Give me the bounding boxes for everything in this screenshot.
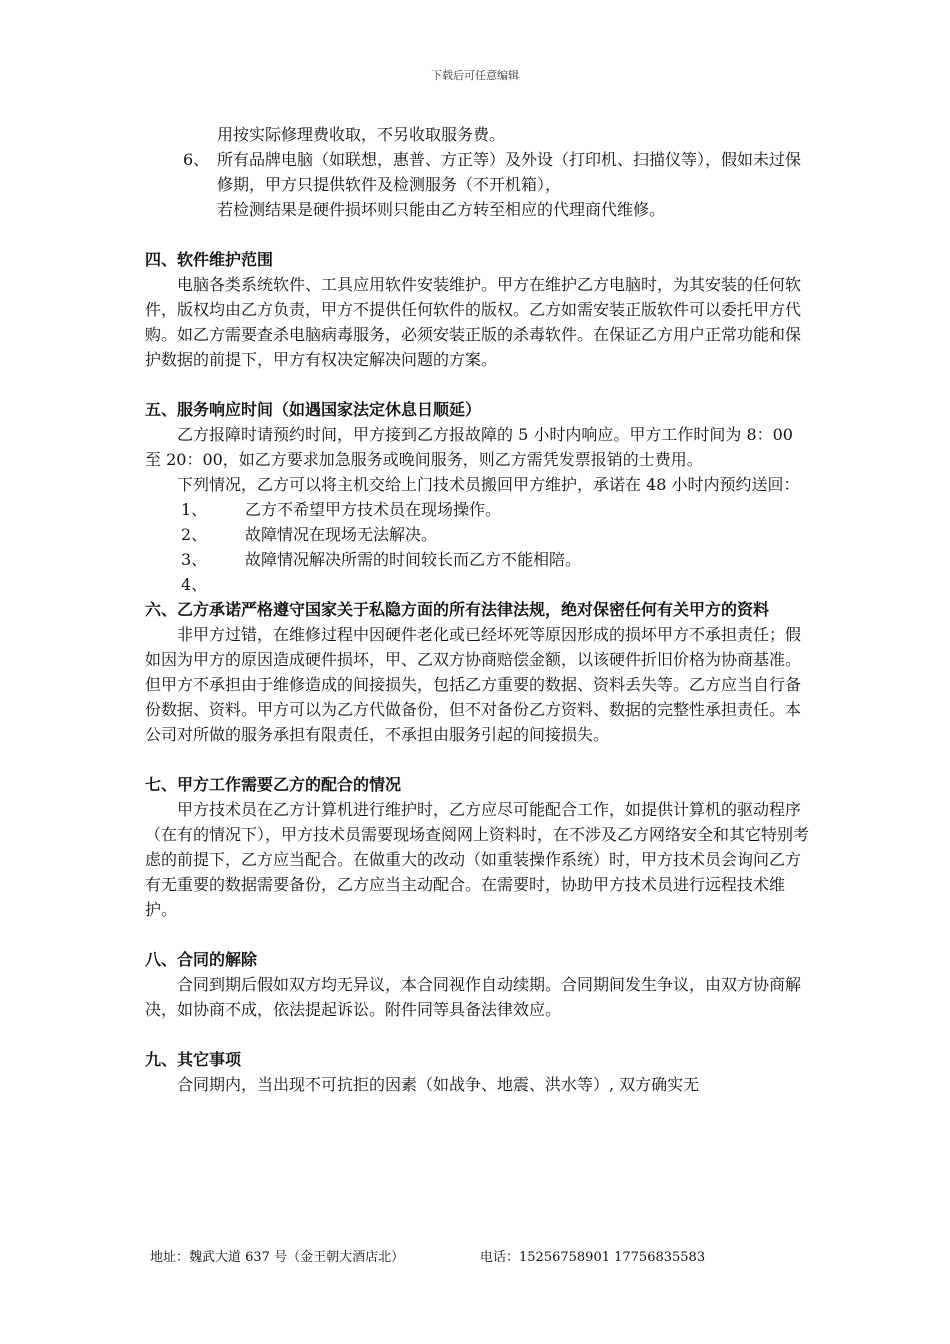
list-item	[145, 522, 810, 547]
section9-body: 合同期内，当出现不可抗拒的因素（如战争、地震、洪水等）, 双方确实无	[177, 1075, 700, 1094]
list-item-text: 故障情况解决所需的时间较长而乙方不能相陪。	[245, 550, 582, 569]
list-item-number: 1、	[181, 500, 208, 519]
list-item-6	[145, 147, 810, 197]
section7-heading: 七、甲方工作需要乙方的配合的情况	[145, 775, 402, 794]
document-body	[145, 122, 810, 1097]
list-item-number: 3、	[181, 550, 208, 569]
section5-heading: 五、服务响应时间（如遇国家法定休息日顺延）	[145, 400, 482, 419]
section5-list	[145, 497, 810, 597]
section8-heading: 八、合同的解除	[145, 950, 258, 969]
list-item	[145, 572, 810, 597]
section6-heading: 六、乙方承诺严格遵守国家关于私隐方面的所有法律法规，绝对保密任何有关甲方的资料	[145, 600, 770, 619]
list-item	[145, 547, 810, 572]
list-item-text: 所有品牌电脑（如联想，惠普、方正等）及外设（打印机、扫描仪等），假如未过保修期，甲方只提供软件及检测服务（不开机箱），	[217, 150, 802, 194]
footer-phone: 电话：15256758901 17756835583	[480, 1250, 706, 1265]
list-item-6-continuation: 若检测结果是硬件损坏则只能由乙方转至相应的代理商代维修。	[217, 200, 666, 219]
section3-continued-line: 用按实际修理费收取，不另收取服务费。	[217, 125, 506, 144]
list-item-text: 故障情况在现场无法解决。	[245, 525, 438, 544]
list-item-number: 6、	[183, 150, 210, 169]
section6-body: 非甲方过错，在维修过程中因硬件老化或已经坏死等原因形成的损坏甲方不承担责任；假如因为甲方的原因造成硬件损坏，甲、乙双方协商赔偿金额，以该硬件折旧价格为协商基准。但甲方不承担由于维修造成的间接损失，包括乙方重要的数据、资料丢失等。乙方应当自行备份数据、资料。甲方可以为乙方代做备份，但不对备份乙方资料、数据的完整性承担责任。本公司对所做的服务承担有限责任，不承担由服务引起的间接损失。	[145, 625, 802, 744]
page-header: 下载后可任意编辑	[431, 69, 519, 82]
section8-body: 合同到期后假如双方均无异议，本合同视作自动续期。合同期间发生争议，由双方协商解决，如协商不成，依法提起诉讼。附件同等具备法律效应。	[145, 975, 802, 1019]
section5-paragraph-2: 下列情况，乙方可以将主机交给上门技术员搬回甲方维护，承诺在 48 小时内预约送回：	[177, 475, 800, 494]
section9-heading: 九、其它事项	[145, 1050, 242, 1069]
list-item-number: 2、	[181, 525, 208, 544]
footer-address: 地址：魏武大道 637 号（金王朝大酒店北）	[150, 1250, 405, 1265]
page-footer	[150, 1246, 706, 1265]
list-item-number: 4、	[181, 575, 208, 594]
section4-heading: 四、软件维护范围	[145, 250, 274, 269]
section5-paragraph-1: 乙方报障时请预约时间，甲方接到乙方报故障的 5 小时内响应。甲方工作时间为 8：00 至 20：00，如乙方要求加急服务或晚间服务，则乙方需凭发票报销的士费用。	[145, 425, 793, 469]
section4-body: 电脑各类系统软件、工具应用软件安装维护。甲方在维护乙方电脑时，为其安装的任何软件，版权均由乙方负责，甲方不提供任何软件的版权。乙方如需安装正版软件可以委托甲方代购。如乙方需要查杀电脑病毒服务，必须安装正版的杀毒软件。在保证乙方用户正常功能和保护数据的前提下，甲方有权决定解决问题的方案。	[145, 275, 802, 369]
section7-body: 甲方技术员在乙方计算机进行维护时，乙方应尽可能配合工作，如提供计算机的驱动程序（在有的情况下），甲方技术员需要现场查阅网上资料时，在不涉及乙方网络安全和其它特别考虑的前提下，乙方应当配合。在做重大的改动（如重装操作系统）时，甲方技术员会询问乙方有无重要的数据需要备份，乙方应当主动配合。在需要时，协助甲方技术员进行远程技术维护。	[145, 800, 810, 919]
list-item-text: 乙方不希望甲方技术员在现场操作。	[245, 500, 502, 519]
list-item	[145, 497, 810, 522]
